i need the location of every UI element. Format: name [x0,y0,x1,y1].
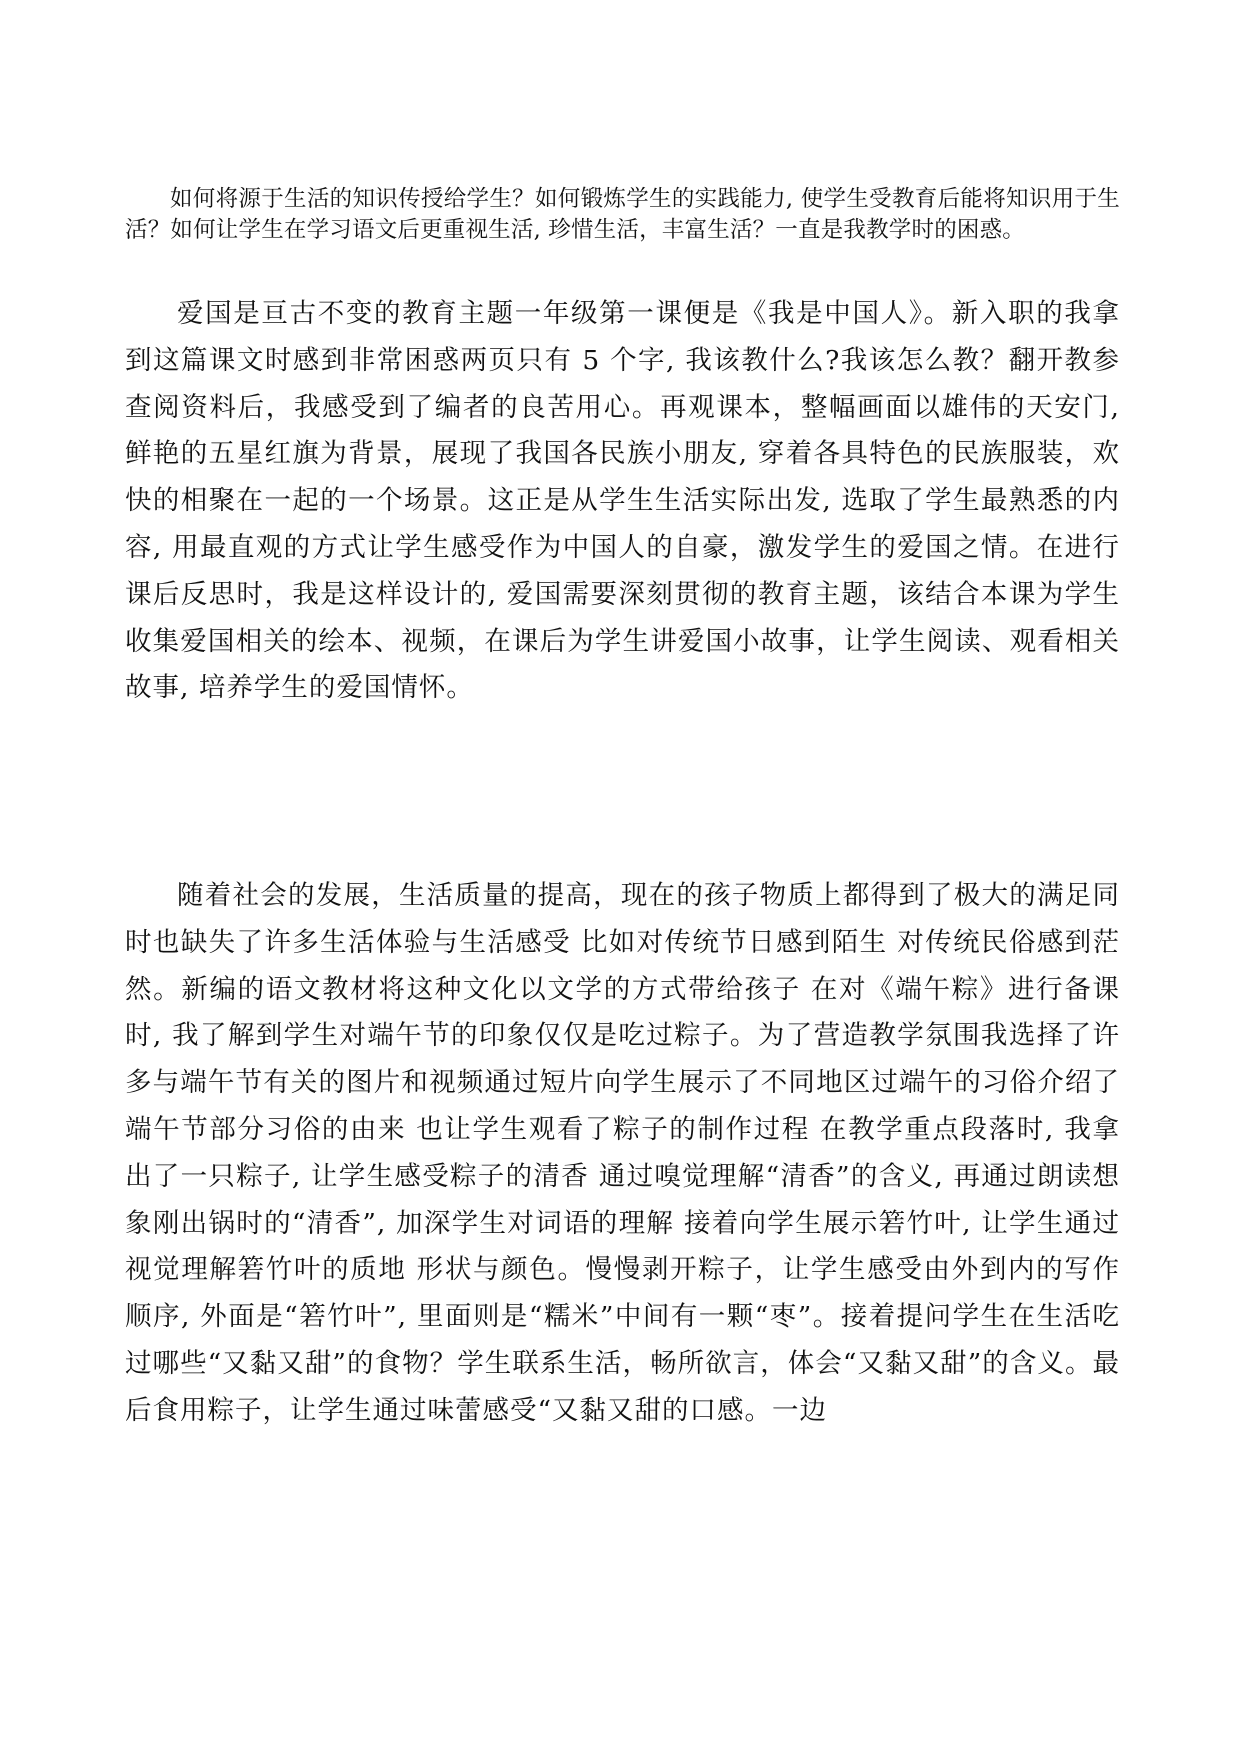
paragraph-dragon-boat: 随着社会的发展，生活质量的提高，现在的孩子物质上都得到了极大的满足同时也缺失了许多生活体验与生活感受 比如对传统节日感到陌生 对传统民俗感到茫然。新编的语文教材将这种文化以文学的方式带给孩子 在对《端午粽》进行备课时, 我了解到学生对端午节的印象仅仅是吃过粽子。为了营造教学氛围我选择了许多与端午节有关的图片和视频通过短片向学生展示了不同地区过端午的习俗介绍了端午节部分习俗的由来 也让学生观看了粽子的制作过程 在教学重点段落时, 我拿出了一只粽子, 让学生感受粽子的清香 通过嗅觉理解“清香”的含义, 再通过朗读想象刚出锅时的“清香”, 加深学生对词语的理解 接着向学生展示箬竹叶, 让学生通过视觉理解箬竹叶的质地 形状与颜色。慢慢剥开粽子，让学生感受由外到内的写作顺序, 外面是“箬竹叶”, 里面则是“糯米”中间有一颗“枣”。接着提问学生在生活吃过哪些“又黏又甜”的食物？学生联系生活，畅所欲言，体会“又黏又甜”的含义。最后食用粽子，让学生通过味蕾感受“又黏又甜的口感。一边 [125,880,1120,1426]
paragraph-patriotism: 爱国是亘古不变的教育主题一年级第一课便是《我是中国人》。新入职的我拿到这篇课文时感到非常困惑两页只有 5 个字, 我该教什么?我该怎么教？翻开教参查阅资料后，我感受到了编者的良苦用心。再观课本，整幅画面以雄伟的天安门, 鲜艳的五星红旗为背景，展现了我国各民族小朋友, 穿着各具特色的民族服装，欢快的相聚在一起的一个场景。这正是从学生生活实际出发, 选取了学生最熟悉的内容, 用最直观的方式让学生感受作为中国人的自豪，激发学生的爱国之情。在进行课后反思时，我是这样设计的, 爱国需要深刻贯彻的教育主题，该结合本课为学生收集爱国相关的绘本、视频，在课后为学生讲爱国小故事，让学生阅读、观看相关故事, 培养学生的爱国情怀。 [125,298,1120,704]
paragraph-intro: 如何将源于生活的知识传授给学生？如何锻炼学生的实践能力, 使学生受教育后能将知识用于生活？如何让学生在学习语文后更重视生活, 珍惜生活，丰富生活？一直是我教学时的困惑。 [125,186,1120,243]
